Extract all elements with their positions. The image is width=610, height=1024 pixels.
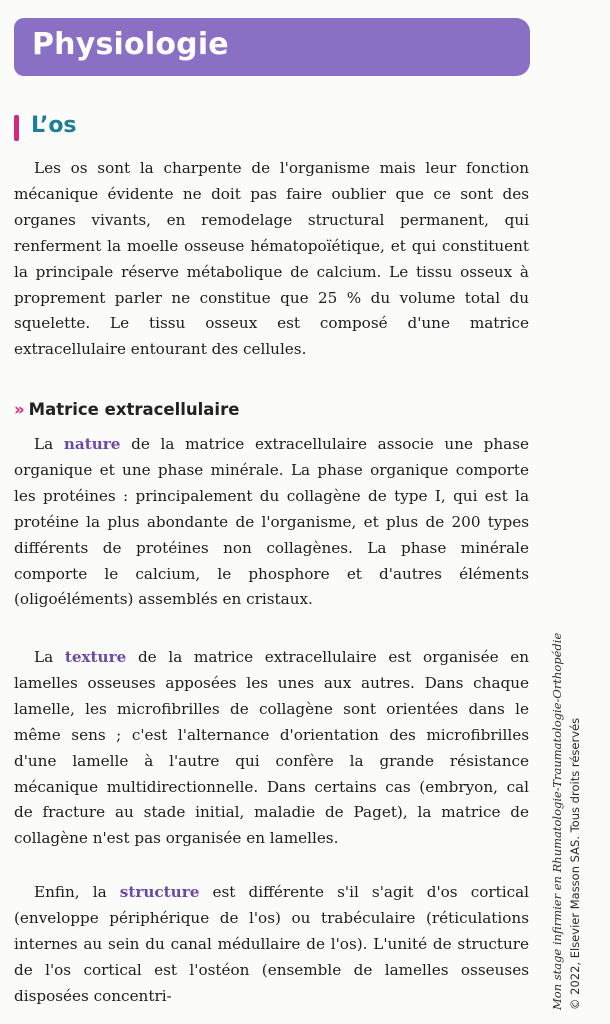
nature-text: de la matrice extracellulaire associe une phase organique et une phase minérale. La phase organique comporte les protéines : principalement du collagène de type I, qui est la protéine la plus abondante de l'organisme, et plus de 200 types différents de protéines non collagènes. La phase minérale comporte le calcium, le phosphore et d'autres éléments (oligoéléments) assemblés en cristaux.: [14, 435, 530, 609]
copyright-notice: © 2022, Elsevier Masson SAS. Tous droits réservés: [568, 717, 582, 1010]
subsection-heading: [14, 400, 239, 419]
intro-paragraph: Les os sont la charpente de l'organisme mais leur fonction mécanique évidente ne doit pas faire oublier que ce sont des organes vivants, en remodelage structural permanent, qui renferment la moelle osseuse hématopoïétique, et qui constituent la principale réserve métabolique de calcium. Le tissu osseux à proprement parler ne constitue que 25 % du volume total du squelette. Le tissu osseux est composé d'une matrice extracellulaire entourant des cellules.: [14, 159, 529, 359]
section-accent-bar: [14, 115, 19, 141]
structure-paragraph: [14, 880, 529, 1010]
vertical-credit: [548, 580, 584, 1010]
texture-text: de la matrice extracellulaire est organisée en lamelles osseuses apposées les unes aux autres. Dans chaque lamelle, les microfibrilles de collagène sont orientées dans le même sens ; c'est l'alternance d'orientation des microfibrilles d'une lamelle à l'autre qui confère la grande résistance mécanique multidirectionnelle. Dans certains cas (embryon, cal de fracture au stade initial, maladie de Paget), la matrice de collagène n'est pas organisée en lamelles.: [14, 648, 529, 848]
book-title-credit: Mon stage infirmier en Rhumatologie-Traumatologie-Orthopédie: [550, 632, 564, 1010]
nature-lead: La: [34, 435, 64, 453]
structure-keyword: structure: [119, 883, 200, 901]
texture-paragraph: [14, 645, 529, 852]
double-chevron-icon: »: [14, 400, 25, 419]
section-title: L’os: [31, 113, 77, 138]
nature-keyword: nature: [63, 435, 121, 453]
structure-text: est différente s'il s'agit d'os cortical (enveloppe périphérique de l'os) ou trabéculaire (réticulations internes au sein du canal médullaire de l'os). L'unité de structure de l'os cortical est l'ostéon (ensemble de lamelles osseuses disposées concentri-: [14, 883, 529, 1005]
chapter-title: Physiologie: [32, 27, 229, 62]
nature-paragraph: [14, 432, 529, 613]
texture-keyword: texture: [64, 648, 127, 666]
subsection-title: Matrice extracellulaire: [28, 400, 240, 419]
structure-lead: Enfin, la: [34, 883, 120, 901]
texture-lead: La: [34, 648, 65, 666]
chapter-banner: [14, 18, 530, 76]
